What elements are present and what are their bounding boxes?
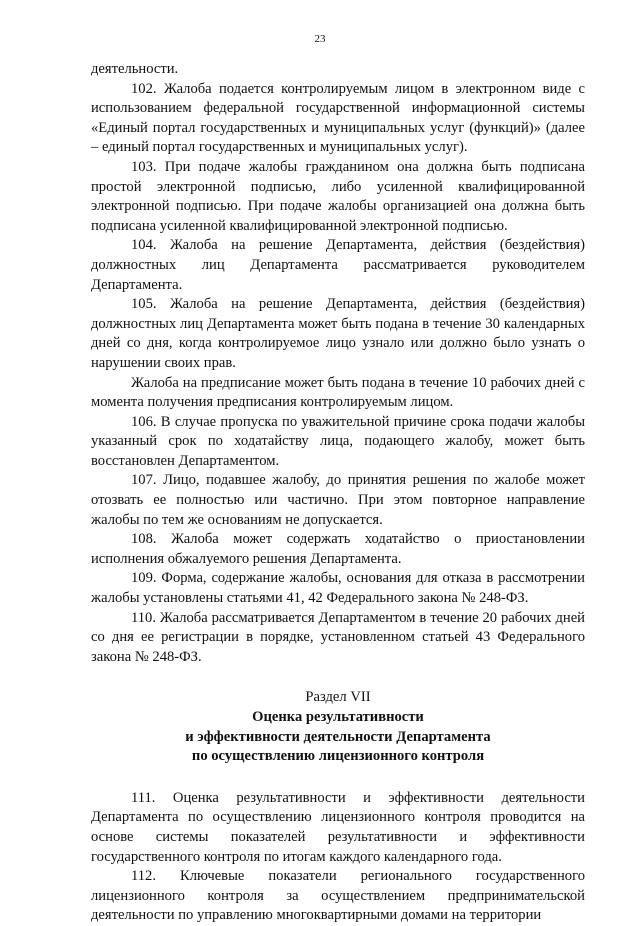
paragraph: 108. Жалоба может содержать ходатайство о приостановлении исполнения обжалуемого решения Департамента. [91,531,585,567]
paragraphs-before-section [91,60,585,667]
paragraph: 105. Жалоба на решение Департамента, действия (бездействия) должностных лиц Департамента может быть подана в течение 30 календарных дней со дня, когда контролируемое лицо узнало или должно было узнать о нарушении своих прав. [91,296,585,371]
paragraphs-after-section [91,789,585,926]
paragraph: Жалоба на предписание может быть подана в течение 10 рабочих дней с момента получения предписания контролируемым лицом. [91,374,585,411]
paragraph: 103. При подаче жалобы гражданином она должна быть подписана простой электронной подписью, либо усиленной квалифицированной электронной подписью. При подаче жалобы организацией она должна быть подписана усиленной квалифицированной электронной подписью. [91,158,585,234]
section-heading [91,688,585,766]
paragraph: 109. Форма, содержание жалобы, основания для отказа в рассмотрении жалобы установлены статьями 41, 42 Федерального закона № 248-ФЗ. [91,570,585,607]
paragraph: 107. Лицо, подавшее жалобу, до принятия решения по жалобе может отозвать ее полностью или частично. При этом повторное направление жалобы по тем же основаниям не допускается. [91,472,585,528]
paragraph: 102. Жалоба подается контролируемым лицом в электронном виде с использованием федеральной государственной информационной системы «Единый портал государственных и муниципальных услуг (функций)» (далее – единый портал государственных и муниципальных услуг). [91,80,585,156]
section-title-line: Оценка результативности [252,709,424,725]
paragraph: 110. Жалоба рассматривается Департаментом в течение 20 рабочих дней со дня ее регистрации в порядке, установленном статьей 43 Федерального закона № 248-ФЗ. [91,609,585,665]
paragraph: 104. Жалоба на решение Департамента, действия (бездействия) должностных лиц Департамента рассматривается руководителем Департамента. [91,237,585,293]
document-body [91,60,585,926]
paragraph: 111. Оценка результативности и эффективности деятельности Департамента по осуществлению лицензионного контроля проводится на основе системы показателей результативности и эффективности государственного контроля по итогам каждого календарного года. [91,789,585,865]
paragraph: 106. В случае пропуска по уважительной причине срока подачи жалобы указанный срок по ходатайству лица, подающего жалобу, может быть восстановлен Департаментом. [91,413,585,469]
paragraph: деятельности. [91,61,179,77]
section-number: Раздел VII [305,689,371,706]
section-title-line: по осуществлению лицензионного контроля [191,748,485,765]
page-number: 23 [314,33,326,45]
paragraph: 112. Ключевые показатели регионального государственного лицензионного контроля за осуществлением предпринимательской деятельности по управлению многоквартирными домами на территории [91,868,585,924]
section-title-line: и эффективности деятельности Департамента [185,728,491,745]
